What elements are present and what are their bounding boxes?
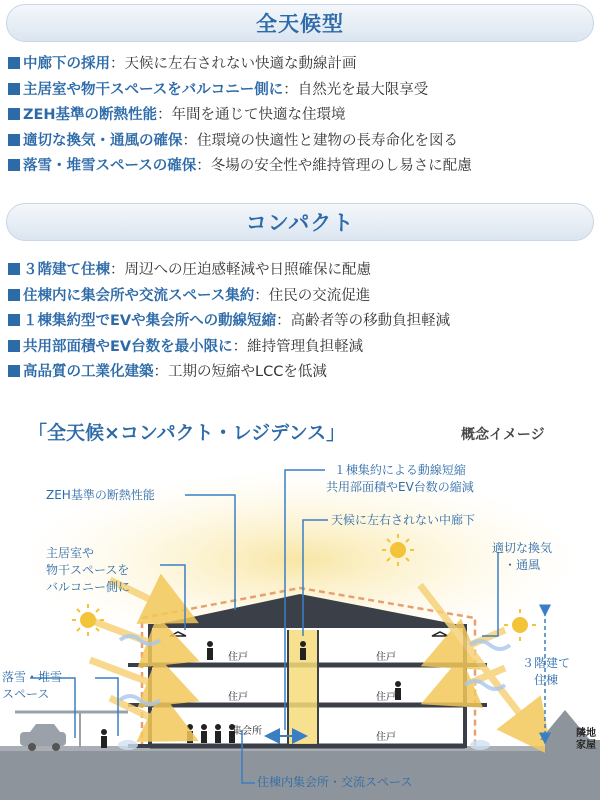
list-item: 住棟内に集会所や交流スペース集約：住民の交流促進 (8, 284, 450, 310)
zeh-label: ZEH基準の断熱性能 (46, 488, 155, 502)
community-space-label: 住棟内集会所・交流スペース (257, 775, 413, 789)
central-corridor (288, 630, 318, 744)
pedestrian-icon (101, 729, 107, 748)
resident-icon (300, 641, 306, 660)
floors-label: ３階建て 住棟 (522, 656, 571, 687)
dwelling-unit-label: 住戸 (376, 652, 396, 663)
bullet-square-icon (8, 365, 20, 377)
list-item: 中廊下の採用：天候に左右されない快適な動線計画 (8, 52, 472, 78)
bullet-square-icon (8, 340, 20, 352)
concept-subtitle: 概念イメージ (461, 427, 545, 443)
bullet-square-icon (8, 134, 20, 146)
list-item: 適切な換気・通風の確保：住環境の快適性と建物の長寿命化を図る (8, 129, 472, 155)
section-all-weather-title: 全天候型 (6, 4, 594, 42)
list-item: ３階建て住棟：周辺への圧迫感軽減や日照確保に配慮 (8, 258, 450, 284)
list-item: 主居室や物干スペースをバルコニー側に：自然光を最大限享受 (8, 78, 472, 104)
list-item: ZEH基準の断熱性能：年間を通じて快適な住環境 (8, 103, 472, 129)
dwelling-unit-label: 住戸 (228, 652, 248, 663)
list-item: 落雪・堆雪スペースの確保：冬場の安全性や維持管理のし易さに配慮 (8, 154, 472, 180)
bullet-square-icon (8, 314, 20, 326)
bullet-square-icon (8, 83, 20, 95)
list-item: １棟集約型でEVや集会所への動線短縮：高齢者等の移動負担軽減 (8, 309, 450, 335)
bullet-square-icon (8, 108, 20, 120)
all-weather-list (8, 52, 472, 180)
bullet-square-icon (8, 159, 20, 171)
dwelling-unit-label: 住戸 (228, 692, 248, 703)
corridor-label: 天候に左右されない中廊下 (331, 513, 476, 527)
ventilation-label: 適切な換気 ・通風 (492, 541, 553, 572)
list-item: 共用部面積やEV台数を最小限に：維持管理負担軽減 (8, 335, 450, 361)
bullet-square-icon (8, 289, 20, 301)
snow-space-label: 落雪・堆雪 スペース (2, 670, 63, 701)
compact-list (8, 258, 450, 386)
bullet-square-icon (8, 57, 20, 69)
resident-icon (207, 641, 213, 660)
compact-flow-label: １棟集約による動線短縮 共用部面積やEV台数の縮減 (326, 463, 474, 494)
list-item: 高品質の工業化建築：工期の短縮やLCCを低減 (8, 360, 450, 386)
neighbor-house-label: 隣地 家屋 (576, 728, 596, 751)
section-compact-title: コンパクト (6, 203, 594, 241)
dwelling-unit-label: 住戸 (376, 692, 396, 703)
bullet-square-icon (8, 263, 20, 275)
dwelling-unit-label: 住戸 (376, 732, 396, 743)
community-hall-label: 集会所 (232, 726, 262, 737)
living-label: 主居室や 物干スペースを バルコニー側に (46, 546, 131, 594)
concept-title: 「全天候×コンパクト・レジデンス」 (28, 422, 346, 444)
